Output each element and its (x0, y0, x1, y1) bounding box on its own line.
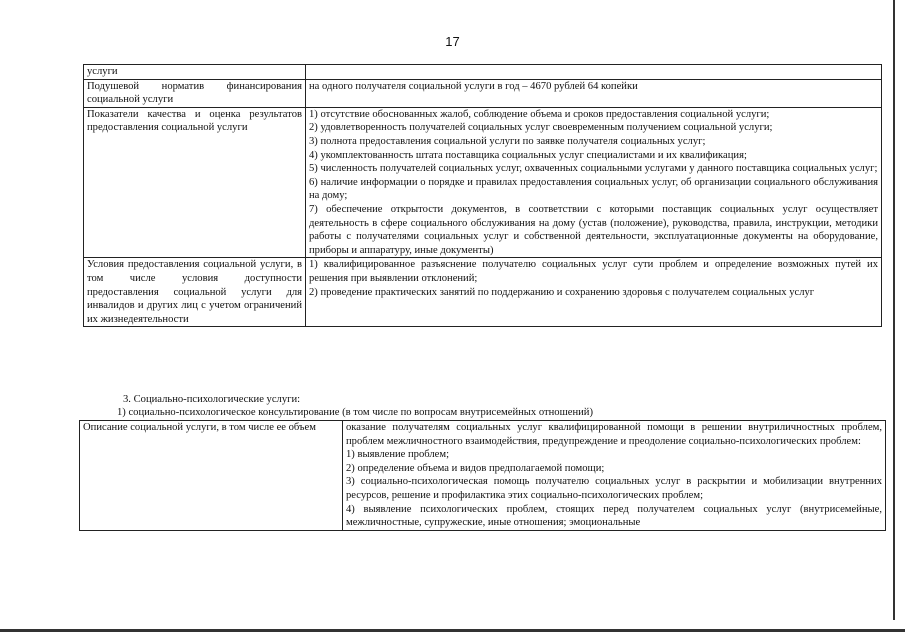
page-number: 17 (445, 34, 460, 49)
row-label: Показатели качества и оценка результатов предоставления социальной услуги (84, 107, 306, 258)
list-item: 2) удовлетворенность получателей социальных услуг своевременным получением социальной услуги; (309, 122, 773, 134)
table-row (84, 79, 882, 107)
table-row (84, 258, 882, 327)
list-item: 4) укомплектованность штата поставщика социальных услуг специалистами и их квалификация; (309, 149, 747, 161)
service-standard-table (83, 64, 882, 327)
table-row (84, 65, 882, 80)
service-description-table (79, 420, 886, 531)
section-heading: 3. Социально-психологические услуги: (123, 394, 301, 405)
row-label: Условия предоставления социальной услуги, в том числе условия доступности предоставления социальной услуги для инвалидов и других лиц с учетом ограничений их жизнедеятельности (84, 258, 306, 327)
row-value (343, 421, 886, 531)
list-item: 3) социально-психологическая помощь получателю социальных услуг в раскрытии и мобилизации внутренних ресурсов, решение и профилактика этих социально-психологических проблем; (346, 476, 882, 501)
page-edge-right (893, 0, 895, 620)
row-value (306, 258, 882, 327)
table-row (80, 421, 886, 531)
list-item: 2) определение объема и видов предполагаемой помощи; (346, 462, 605, 474)
row-label: услуги (84, 65, 306, 80)
row-label: Подушевой норматив финансирования социальной услуги (84, 79, 306, 107)
list-item: 7) обеспечение открытости документов, в соответствии с которыми поставщик социальных услуг осуществляет деятельность в сфере социального обслуживания на дому (устав (положение), руководства, правила, инструкции, методики работы с получателями социальных услуг и собственной деятельности, эксплуатационные документы на оборудование, приборы и аппаратуру, иные документы) (309, 203, 878, 256)
subsection-heading: 1) социально-психологическое консультирование (в том числе по вопросам внутрисемейных отношений) (117, 407, 594, 418)
list-item: 4) выявление психологических проблем, стоящих перед получателем социальных услуг (внутрисемейные, межличностные, супружеские, иные отношения; эмоциональные (346, 503, 882, 529)
list-item: 5) численность получателей социальных услуг, охваченных социальными услугами у данного поставщика социальных услуг; (309, 163, 878, 175)
list-item: 3) полнота предоставления социальной услуги по заявке получателя социальных услуг; (309, 135, 706, 147)
table-row (84, 107, 882, 258)
list-item: 1) выявление проблем; (346, 449, 450, 461)
list-item: 1) квалифицированное разъяснение получателю социальных услуг сути проблем и определение возможных путей их решения при выявлении отклонений; (309, 259, 878, 284)
row-value (306, 79, 882, 107)
list-item: на одного получателя социальной услуги в год – 4670 рублей 64 копейки (309, 80, 638, 92)
list-item: 6) наличие информации о порядке и правилах предоставления социальных услуг, об организации социального обслуживания на дому; (309, 176, 878, 202)
row-value (306, 65, 882, 80)
page-edge-bottom (0, 629, 905, 632)
row-value (306, 107, 882, 258)
list-item: 1) отсутствие обоснованных жалоб, соблюдение объема и сроков предоставления социальной услуги; (309, 108, 770, 120)
list-item: 2) проведение практических занятий по поддержанию и сохранению здоровья с получателем социальных услуг (309, 286, 815, 298)
list-item: оказание получателям социальных услуг квалифицированной помощи в решении внутриличностных проблем, проблем межличностного взаимодействия, предупреждение и преодоление социально-психологических проблем: (346, 422, 882, 447)
row-label: Описание социальной услуги, в том числе ее объем (80, 421, 343, 531)
